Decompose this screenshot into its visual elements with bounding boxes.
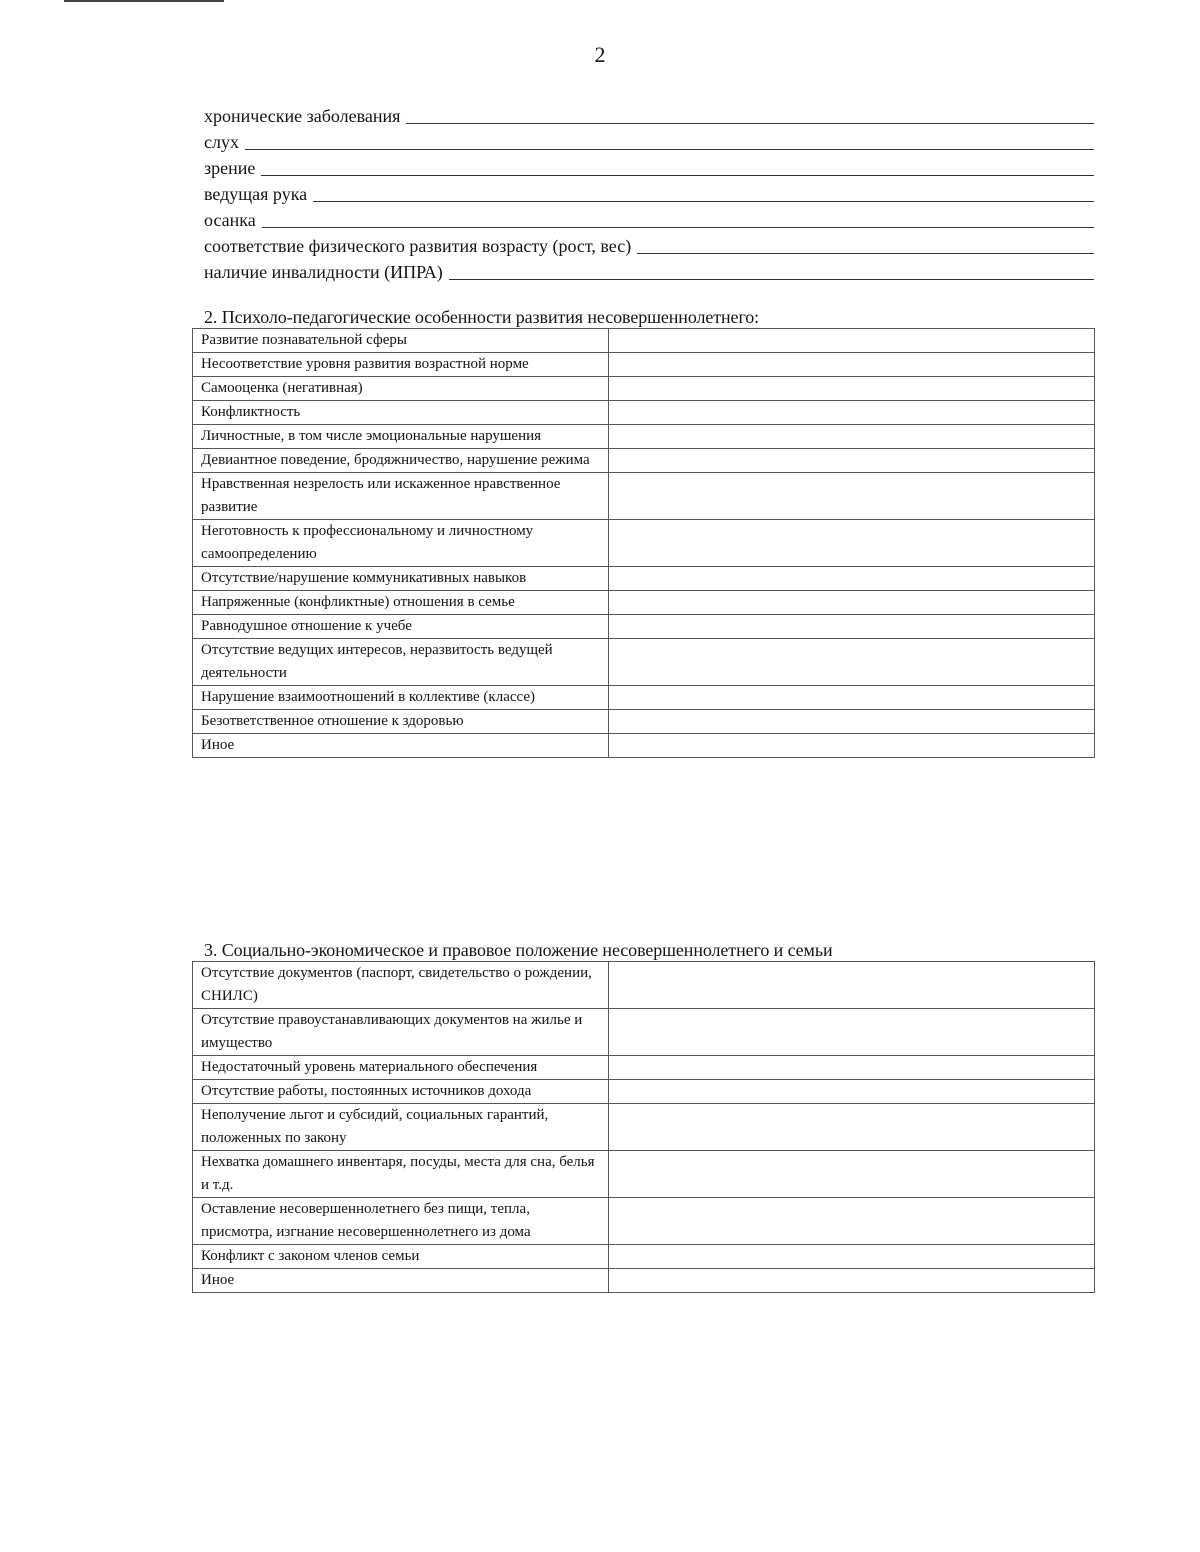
row-label: Нравственная незрелость или искаженное нравственное развитие [193,473,609,520]
table-row [193,377,1095,401]
field-label: слух [204,132,239,152]
row-value-cell[interactable] [609,615,1095,639]
row-label: Отсутствие ведущих интересов, неразвитость ведущей деятельности [193,639,609,686]
table-row [193,734,1095,758]
fill-in-line[interactable] [262,227,1094,228]
row-label: Недостаточный уровень материального обеспечения [193,1056,609,1080]
table-row [193,1151,1095,1198]
form-field-row [204,152,1094,178]
row-label: Безответственное отношение к здоровью [193,710,609,734]
section-title: 3. Социально-экономическое и правовое положение несовершеннолетнего и семьи [204,940,833,960]
row-value-cell[interactable] [609,425,1095,449]
table-row [193,1080,1095,1104]
row-value-cell[interactable] [609,377,1095,401]
row-value-cell[interactable] [609,1080,1095,1104]
table-row [193,962,1095,1009]
row-value-cell[interactable] [609,734,1095,758]
row-value-cell[interactable] [609,1104,1095,1151]
form-field-row [204,256,1094,282]
field-label: зрение [204,158,256,178]
row-value-cell[interactable] [609,1245,1095,1269]
row-label: Самооценка (негативная) [193,377,609,401]
table-row [193,353,1095,377]
row-value-cell[interactable] [609,449,1095,473]
row-label: Несоответствие уровня развития возрастной норме [193,353,609,377]
health-fields [204,100,1094,282]
row-label: Неготовность к профессиональному и личностному самоопределению [193,520,609,567]
table-row [193,567,1095,591]
row-label: Нарушение взаимоотношений в коллективе (классе) [193,686,609,710]
row-label: Напряженные (конфликтные) отношения в семье [193,591,609,615]
fill-in-line[interactable] [261,175,1094,176]
row-value-cell[interactable] [609,1269,1095,1293]
row-label: Оставление несовершеннолетнего без пищи, тепла, присмотра, изгнание несовершеннолетнего из дома [193,1198,609,1245]
row-label: Нехватка домашнего инвентаря, посуды, места для сна, белья и т.д. [193,1151,609,1198]
top-margin-rule [64,0,224,2]
row-label: Отсутствие правоустанавливающих документов на жилье и имущество [193,1009,609,1056]
table-row [193,425,1095,449]
row-value-cell[interactable] [609,686,1095,710]
form-field-row [204,204,1094,230]
fill-in-line[interactable] [406,123,1094,124]
section-psychological [192,306,1095,758]
form-field-row [204,178,1094,204]
row-label: Личностные, в том числе эмоциональные нарушения [193,425,609,449]
field-label: хронические заболевания [204,106,401,126]
table-row [193,591,1095,615]
fill-in-line[interactable] [637,253,1094,254]
form-field-row [204,100,1094,126]
row-value-cell[interactable] [609,1198,1095,1245]
row-value-cell[interactable] [609,567,1095,591]
fill-in-line[interactable] [245,149,1094,150]
row-label: Конфликтность [193,401,609,425]
row-label: Отсутствие документов (паспорт, свидетельство о рождении, СНИЛС) [193,962,609,1009]
fill-in-line[interactable] [449,279,1094,280]
row-value-cell[interactable] [609,1009,1095,1056]
row-value-cell[interactable] [609,353,1095,377]
row-label: Иное [193,1269,609,1293]
row-value-cell[interactable] [609,710,1095,734]
fill-in-line[interactable] [313,201,1094,202]
table-row [193,710,1095,734]
page-number: 2 [594,42,606,67]
row-value-cell[interactable] [609,639,1095,686]
form-field-row [204,230,1094,256]
field-label: ведущая рука [204,184,308,204]
table-row [193,401,1095,425]
psychological-table [192,328,1095,758]
row-value-cell[interactable] [609,401,1095,425]
row-label: Равнодушное отношение к учебе [193,615,609,639]
row-value-cell[interactable] [609,591,1095,615]
row-label: Девиантное поведение, бродяжничество, нарушение режима [193,449,609,473]
table-row [193,520,1095,567]
section-socio-economic [192,939,1095,1293]
row-label: Неполучение льгот и субсидий, социальных гарантий, положенных по закону [193,1104,609,1151]
row-label: Развитие познавательной сферы [193,329,609,353]
row-label: Иное [193,734,609,758]
table-row [193,1198,1095,1245]
row-value-cell[interactable] [609,473,1095,520]
table-row [193,1104,1095,1151]
table-row [193,1056,1095,1080]
table-row [193,329,1095,353]
table-row [193,639,1095,686]
field-label: соответствие физического развития возрасту (рост, вес) [204,236,632,256]
table-row [193,1009,1095,1056]
row-value-cell[interactable] [609,329,1095,353]
table-row [193,615,1095,639]
table-row [193,686,1095,710]
section-title: 2. Психоло-педагогические особенности развития несовершеннолетнего: [204,307,760,327]
field-label: наличие инвалидности (ИПРА) [204,262,443,282]
table-row [193,1269,1095,1293]
row-label: Отсутствие работы, постоянных источников дохода [193,1080,609,1104]
row-label: Отсутствие/нарушение коммуникативных навыков [193,567,609,591]
row-value-cell[interactable] [609,1151,1095,1198]
row-value-cell[interactable] [609,1056,1095,1080]
socio-economic-table [192,961,1095,1293]
table-row [193,1245,1095,1269]
form-field-row [204,126,1094,152]
table-row [193,449,1095,473]
field-label: осанка [204,210,256,230]
row-value-cell[interactable] [609,520,1095,567]
table-row [193,473,1095,520]
row-value-cell[interactable] [609,962,1095,1009]
row-label: Конфликт с законом членов семьи [193,1245,609,1269]
